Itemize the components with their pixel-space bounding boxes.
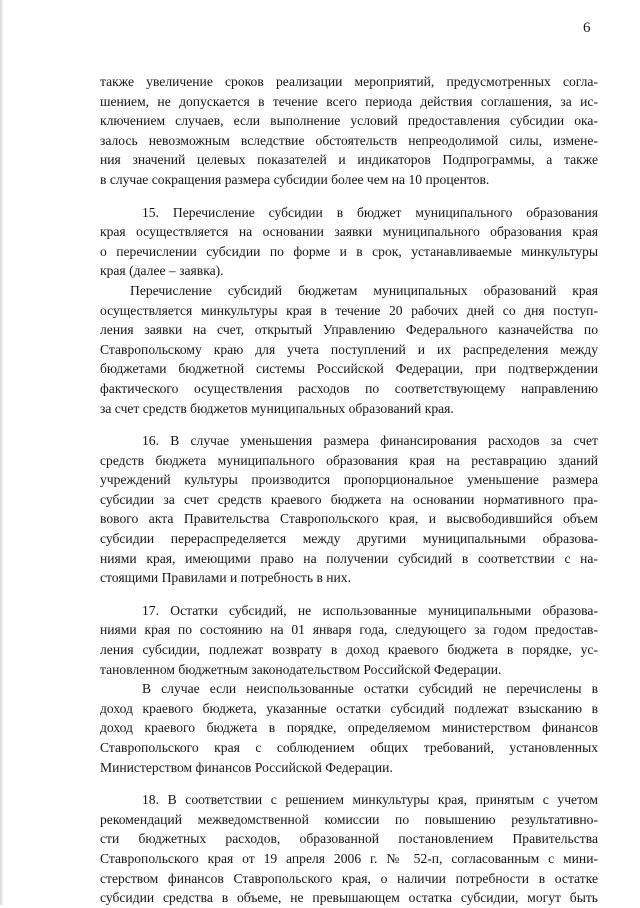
- text-line: залось невозможным вследствие обстоятельств непреодолимой силы, измене-: [100, 132, 598, 148]
- paragraph-gap: [100, 777, 598, 790]
- text-line: фактического осуществления расходов по соответствующему направлению: [100, 380, 598, 396]
- text-line: бюджетами бюджетной системы Российской Федерации, при подтверждении: [100, 361, 598, 377]
- text-line: ления заявки на счет, открытый Управлению Федерального казначейства по: [100, 322, 598, 338]
- text-line: за счет средств бюджетов муниципальных образований края.: [100, 400, 454, 416]
- text-line: ключением случаев, если выполнение условий предоставления субсидии ока-: [100, 113, 598, 129]
- text-line: рекомендаций межведомственной комиссии по повышению результативно-: [100, 811, 598, 827]
- scan-left-edge: [0, 0, 4, 905]
- text-line: 17. Остатки субсидий, не использованные муниципальными образова-: [142, 602, 598, 618]
- text-line: ления субсидии, подлежат возврату в доход краевого бюджета в порядке, ус-: [100, 642, 598, 658]
- text-line: Министерством финансов Российской Федерации.: [100, 759, 393, 775]
- paragraph-gap: [100, 588, 598, 601]
- text-line: субсидии средства в объеме, не превышающем остатка субсидии, могут быть: [100, 890, 598, 906]
- text-line: в случае сокращения размера субсидии более чем на 10 процентов.: [100, 171, 490, 187]
- paragraph-gap: [100, 190, 598, 203]
- paragraph: [100, 431, 598, 588]
- text-line: стерством финансов Ставропольского края, о наличии потребности в остатке: [100, 870, 598, 886]
- text-line: Перечисление субсидий бюджетам муниципальных образований края: [130, 282, 598, 298]
- paragraph: [100, 281, 598, 418]
- text-line: края осуществляется на основании заявки муниципального образования края: [100, 224, 598, 240]
- text-line: 18. В соответствии с решением минкультуры края, принятым с учетом: [142, 792, 598, 808]
- document-body: [100, 72, 598, 908]
- paragraph: [100, 679, 598, 777]
- text-line: субсидии за счет средств краевого бюджета на основании нормативного пра-: [100, 491, 598, 507]
- text-line: также увеличение сроков реализации мероприятий, предусмотренных согла-: [100, 74, 598, 89]
- text-line: ниями края, имеющими право на получении субсидий в соответствии с на-: [100, 550, 598, 566]
- text-line: края (далее – заявка).: [100, 263, 224, 279]
- text-line: ниями края по состоянию на 01 января года, следующего за годом предостав-: [100, 622, 598, 638]
- text-line: Ставропольскому краю для учета поступлений и их распределения между: [100, 341, 598, 357]
- text-line: тановленном бюджетным законодательством Российской Федерации.: [100, 661, 502, 677]
- text-line: Ставропольского края с соблюдением общих требований, установленных: [100, 740, 598, 755]
- page-number: 6: [583, 20, 591, 36]
- text-line: доход краевого бюджета, указанные остатки субсидий подлежат взысканию в: [100, 700, 598, 716]
- paragraph: [100, 203, 598, 281]
- paragraph: [100, 601, 598, 679]
- text-line: В случае если неиспользованные остатки субсидий не перечислены в: [142, 681, 598, 697]
- text-line: шением, не допускается в течение всего периода действия соглашения, за ис-: [100, 93, 598, 109]
- text-line: учреждений культуры производится пропорциональное уменьшение размера: [100, 472, 598, 488]
- text-line: о перечислении субсидии по форме и в срок, устанавливаемые минкультуры: [100, 243, 598, 259]
- text-line: ния значений целевых показателей и индикаторов Подпрограммы, а также: [100, 152, 598, 168]
- text-line: сти бюджетных расходов, образованной постановлением Правительства: [100, 831, 598, 847]
- paragraph: [100, 72, 598, 190]
- text-line: вового акта Правительства Ставропольского края, и высвободившийся объем: [100, 511, 598, 527]
- text-line: 16. В случае уменьшения размера финансирования расходов за счет: [142, 433, 598, 449]
- text-line: доход краевого бюджета в порядке, определяемом министерством финансов: [100, 720, 598, 736]
- text-line: 15. Перечисление субсидии в бюджет муниципального образования: [142, 204, 598, 220]
- paragraph: [100, 790, 598, 908]
- text-line: осуществляется минкультуры края в течение 20 рабочих дней со дня поступ-: [100, 302, 598, 318]
- text-line: средств бюджета муниципального образования края на реставрацию зданий: [100, 452, 598, 468]
- paragraph-gap: [100, 418, 598, 431]
- text-line: Ставропольского края от 19 апреля 2006 г. № 52-п, согласованным с мини-: [100, 850, 598, 866]
- text-line: стоящими Правилами и потребность в них.: [100, 570, 351, 586]
- text-line: субсидии перераспределяется между другими муниципальными образова-: [100, 531, 598, 547]
